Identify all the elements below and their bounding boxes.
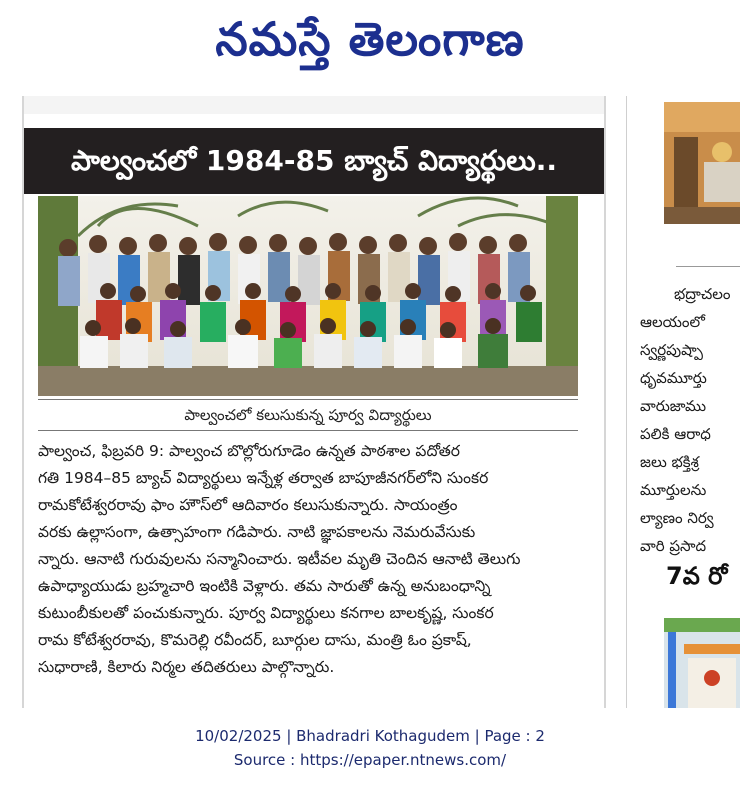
- side-article-text: [640, 280, 740, 560]
- body-line: ఉపాధ్యాయుడు బ్రహ్మచారి ఇంటికి వెళ్లారు. తమ సారుతో ఉన్న అనుబంధాన్ని: [38, 577, 491, 595]
- body-line: వరకు ఉల్లాసంగా, ఉత్సాహంగా గడిపారు. నాటి జ్ఞాపకాలను నెమరువేసుకు: [38, 523, 476, 541]
- side-line: వారుజాము: [640, 397, 707, 415]
- side-line: స్వర్ణపుష్పా: [640, 341, 703, 359]
- side-line: ఆలయంలో: [640, 313, 705, 331]
- group-photo: [38, 196, 578, 396]
- clip-border-right: [604, 96, 606, 708]
- body-line: గతి 1984–85 బ్యాచ్ విద్యార్థులు ఇన్నేళ్ల తర్వాత బాపూజీనగర్‌లోని సుంకర: [38, 469, 489, 487]
- body-line: సుధారాణి, కిలారు నిర్మల తదితరులు పాల్గొన్నారు.: [38, 658, 335, 676]
- side-line: వారి ప్రసాద: [640, 537, 707, 555]
- side-line: పలికి ఆరాధ: [640, 425, 711, 443]
- article-headline: పాల్వంచలో 1984-85 బ్యాచ్ విద్యార్థులు..: [70, 144, 558, 177]
- caption-rule-bottom: [38, 430, 578, 431]
- body-line: పాల్వంచ, ఫిబ్రవరి 9: పాల్వంచ బొల్లోరుగూడెం ఉన్నత పాఠశాల పదోతర: [38, 442, 460, 460]
- pavilion-photo: [664, 618, 740, 708]
- cropped-previous-article-strip: [24, 96, 604, 114]
- side-line: భద్రాచలం: [674, 285, 731, 303]
- side-line: మూర్తులను: [640, 481, 707, 499]
- column-divider: [626, 96, 627, 708]
- temple-photo: [664, 102, 740, 224]
- side-line: ధృవమూర్తు: [640, 369, 707, 387]
- side-article-heading: 7వ రో: [666, 562, 728, 590]
- body-line: రామ కోటేశ్వరరావు, కొమరెల్లి రవీందర్, బూర్గుల దాసు, మంత్రి ఓం ప్రకాష్,: [38, 631, 472, 649]
- side-line: జలు భక్తిశ్ర: [640, 453, 699, 471]
- masthead: [0, 0, 740, 92]
- source-link[interactable]: Source : https://epaper.ntnews.com/: [233, 751, 507, 769]
- article-body: [38, 438, 582, 681]
- edition-info: 10/02/2025 | Bhadradri Kothagudem | Page : 2: [195, 727, 545, 745]
- side-line: ల్యాణం నిర్వ: [640, 509, 714, 527]
- body-line: కుటుంబీకులతో పంచుకున్నారు. పూర్వ విద్యార్థులు కనగాల బాలకృష్ణ, సుంకర: [38, 604, 494, 622]
- body-line: రామకోటేశ్వరరావు ఫాం హౌస్‌లో ఆదివారం కలుసుకున్నారు. సాయంత్రం: [38, 496, 458, 514]
- page-footer: [0, 724, 740, 772]
- photo-caption: పాల్వంచలో కలుసుకున్న పూర్వ విద్యార్థులు: [184, 406, 432, 424]
- newspaper-logo: నమస్తే తెలంగాణ: [215, 12, 525, 66]
- body-line: న్నారు. ఆనాటి గురువులను సన్మానించారు. ఇటీవల మృతి చెందిన ఆనాటి తెలుగు: [38, 550, 521, 568]
- side-rule: [676, 266, 740, 267]
